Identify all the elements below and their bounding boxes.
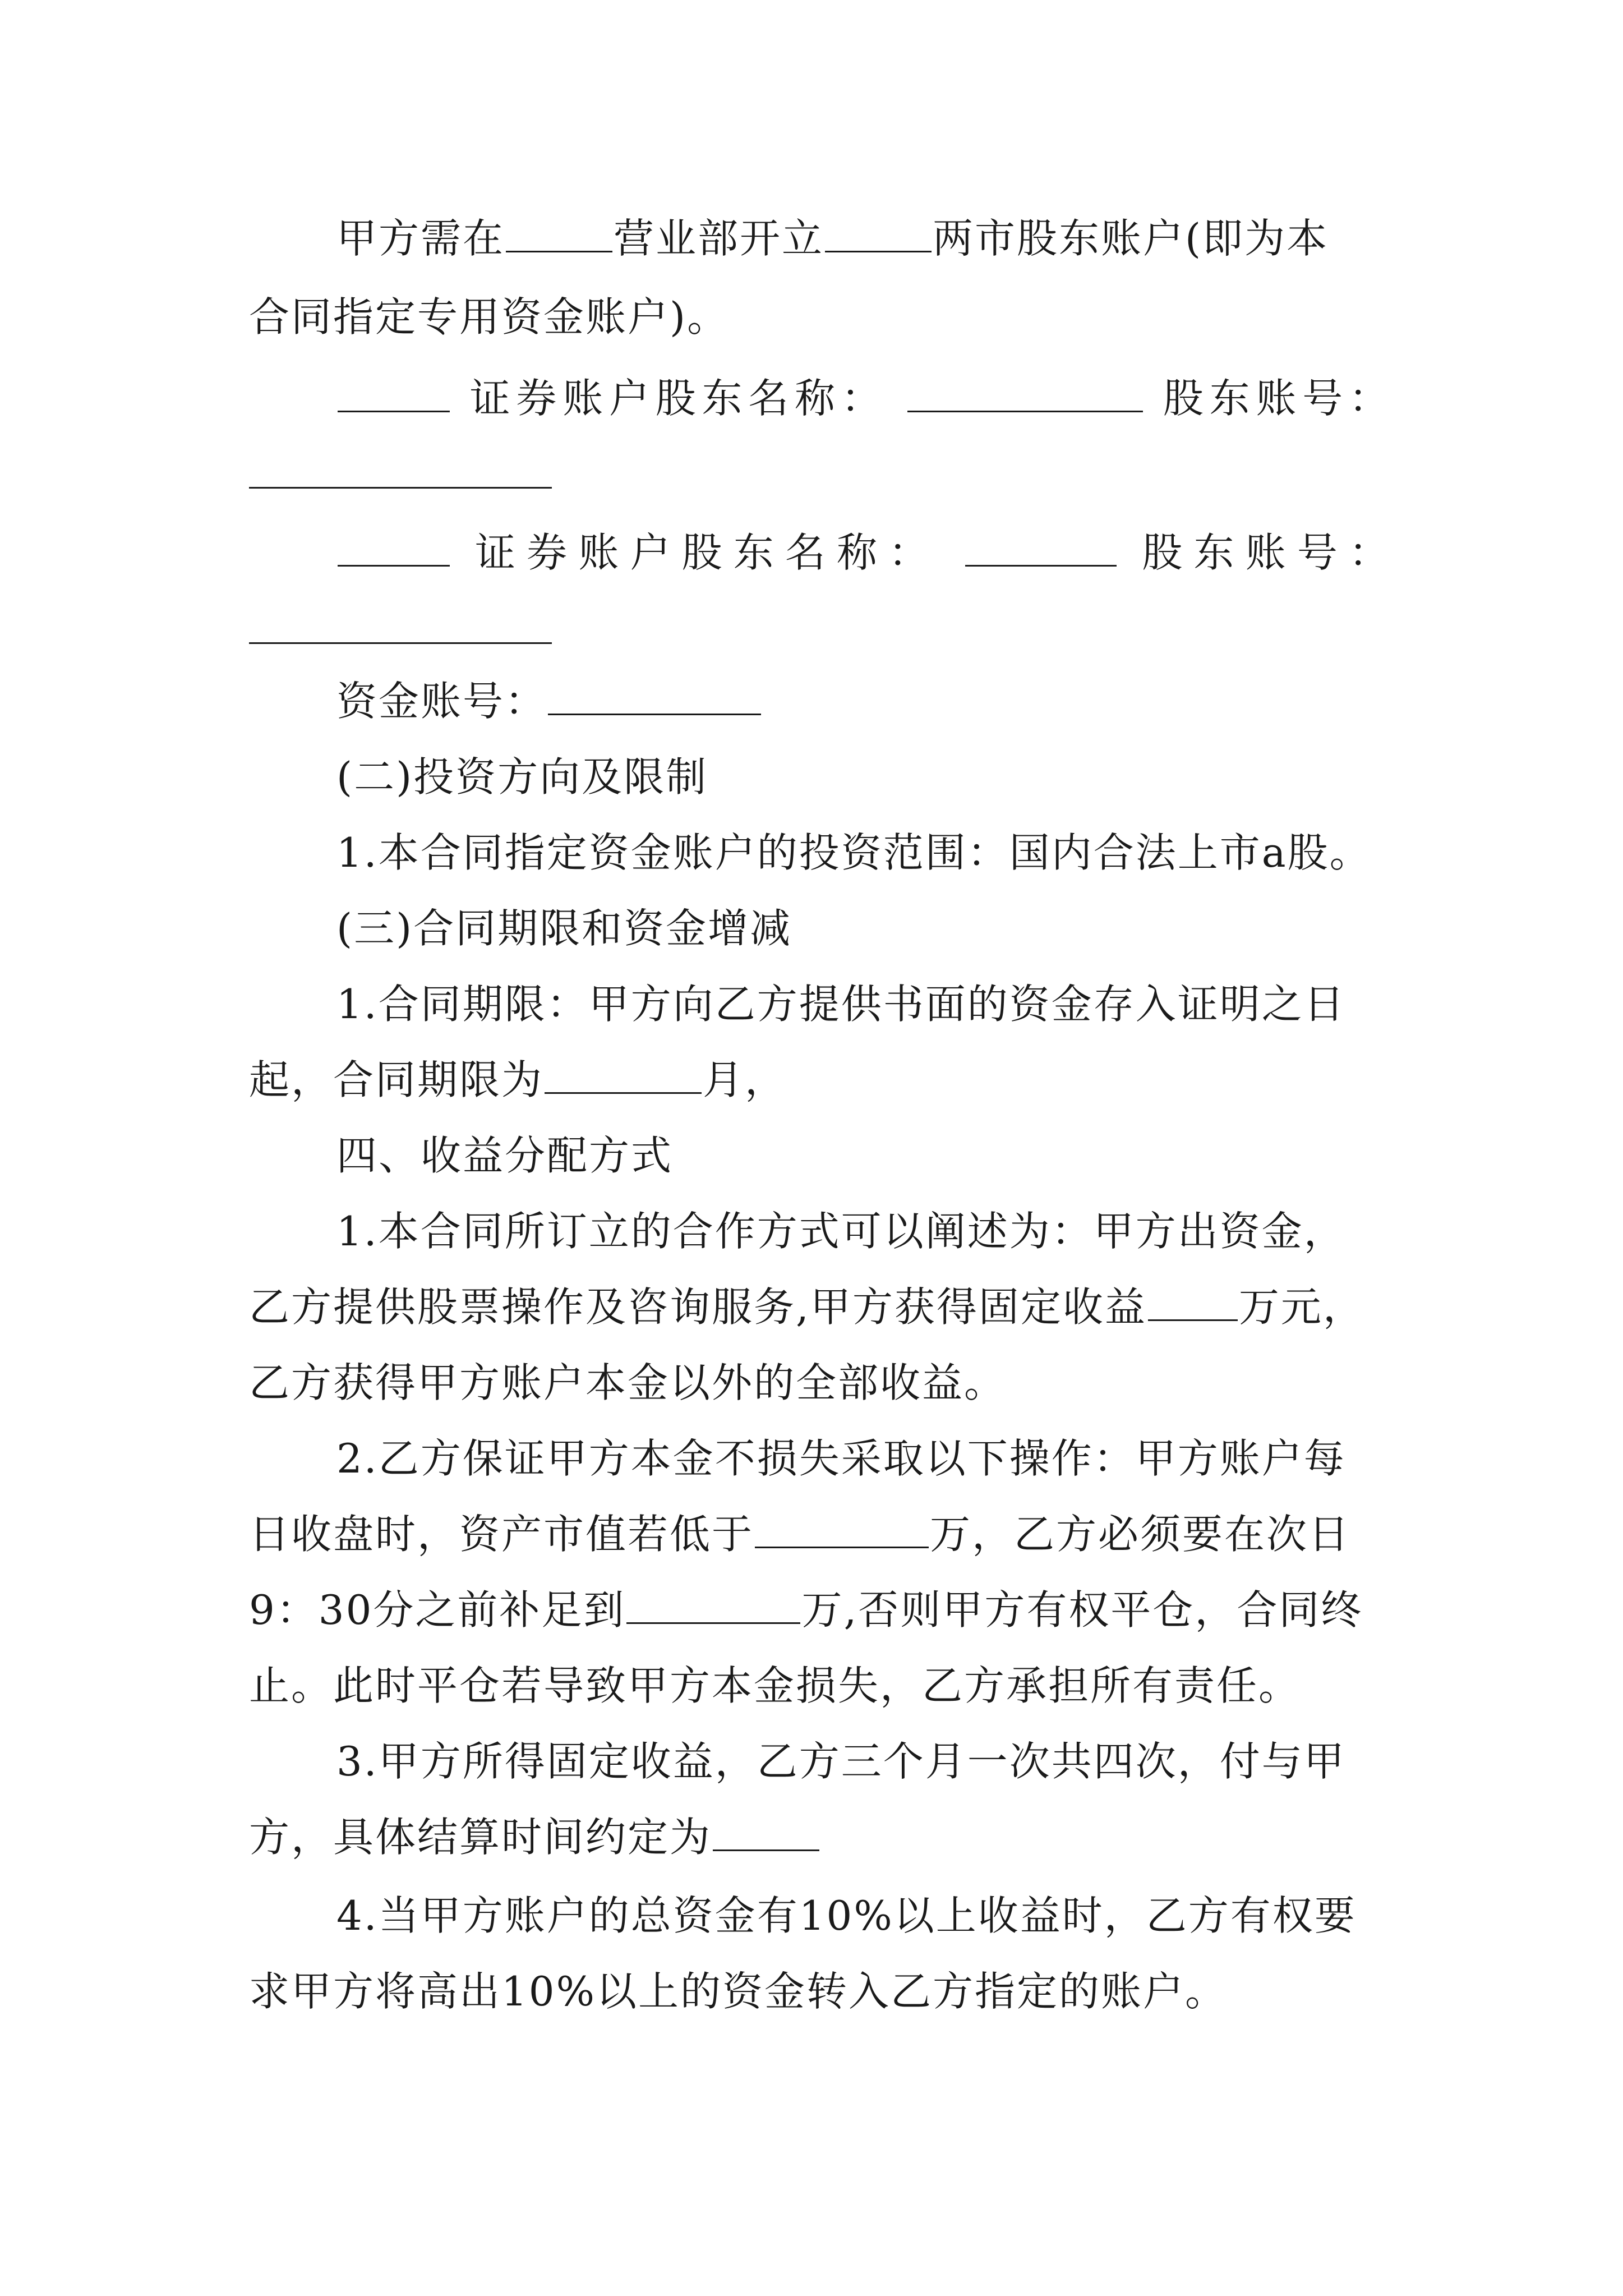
text: 9：30分之前补足到 bbox=[249, 1586, 626, 1634]
fill-blank bbox=[249, 487, 552, 489]
paragraph-line bbox=[249, 1358, 1391, 1408]
text: 万元， bbox=[1238, 1283, 1365, 1331]
text: 1.合同期限：甲方向乙方提供书面的资金存入证明之日 bbox=[336, 981, 1346, 1028]
paragraph-line bbox=[336, 213, 1391, 264]
text: 资金账号： bbox=[336, 678, 547, 725]
fill-blank bbox=[1148, 1286, 1238, 1321]
text: 4.当甲方账户的总资金有10%以上收益时，乙方有权要 bbox=[336, 1892, 1357, 1939]
text: 甲方需在 bbox=[336, 215, 505, 262]
fill-blank bbox=[545, 1059, 702, 1094]
text: 日收盘时，资产市值若低于 bbox=[249, 1511, 754, 1558]
paragraph-line bbox=[336, 979, 1391, 1029]
paragraph-line bbox=[249, 292, 1391, 342]
text: (三)合同期限和资金增减 bbox=[336, 905, 792, 952]
paragraph-line bbox=[249, 1055, 1391, 1105]
paragraph-line bbox=[249, 1660, 1391, 1711]
text: 1.本合同所订立的合作方式可以阐述为：甲方出资金， bbox=[336, 1208, 1346, 1255]
fill-blank bbox=[506, 217, 612, 252]
paragraph-line bbox=[249, 1282, 1391, 1332]
text: 两市股东账户(即为本 bbox=[933, 215, 1329, 262]
text: 止。此时平仓若导致甲方本金损失，乙方承担所有责任。 bbox=[249, 1662, 1301, 1709]
text: 万,否则甲方有权平仓，合同终 bbox=[801, 1586, 1363, 1634]
section-heading bbox=[336, 1130, 1391, 1181]
paragraph-line bbox=[336, 1206, 1391, 1257]
text: 股东账号： bbox=[1142, 529, 1391, 576]
paragraph-line bbox=[336, 1890, 1391, 1941]
paragraph-line bbox=[336, 1433, 1391, 1484]
text: 2.乙方保证甲方本金不损失采取以下操作：甲方账户每 bbox=[336, 1435, 1346, 1482]
text: 营业部开立 bbox=[614, 215, 824, 262]
text: 乙方获得甲方账户本金以外的全部收益。 bbox=[249, 1359, 1007, 1406]
paragraph-line bbox=[249, 1966, 1391, 2017]
fill-blank bbox=[548, 680, 761, 715]
paragraph-line bbox=[336, 827, 1391, 878]
text: 乙方提供股票操作及咨询服务,甲方获得固定收益 bbox=[249, 1283, 1147, 1331]
paragraph-line bbox=[336, 676, 1391, 726]
fill-blank bbox=[249, 642, 552, 644]
paragraph-line bbox=[336, 373, 1391, 424]
fill-blank bbox=[338, 377, 450, 412]
paragraph-line bbox=[249, 1585, 1391, 1635]
fill-blank bbox=[825, 217, 932, 252]
paragraph-line bbox=[249, 1812, 1391, 1862]
paragraph-line bbox=[249, 1509, 1391, 1559]
text: 3.甲方所得固定收益，乙方三个月一次共四次，付与甲 bbox=[336, 1738, 1346, 1785]
fill-blank bbox=[965, 531, 1117, 567]
fill-blank bbox=[907, 377, 1143, 412]
text: 股东账号： bbox=[1163, 375, 1391, 422]
text: 月， bbox=[703, 1056, 787, 1103]
text: 证券账户股东名称： bbox=[469, 375, 888, 422]
fill-blank bbox=[713, 1816, 819, 1851]
text: 起，合同期限为 bbox=[249, 1056, 544, 1103]
paragraph-line bbox=[336, 1736, 1391, 1787]
text: 证券账户股东名称： bbox=[475, 529, 940, 576]
text: 1.本合同指定资金账户的投资范围：国内合法上市a股。 bbox=[336, 829, 1372, 876]
text: 万，乙方必须要在次日 bbox=[930, 1511, 1351, 1558]
fill-blank bbox=[755, 1513, 929, 1548]
paragraph-line bbox=[336, 527, 1391, 578]
text: (二)投资方向及限制 bbox=[336, 753, 708, 800]
text: 四、收益分配方式 bbox=[336, 1132, 674, 1179]
text: 求甲方将高出10%以上的资金转入乙方指定的账户。 bbox=[249, 1968, 1228, 2015]
text: 合同指定专用资金账户)。 bbox=[249, 293, 730, 341]
fill-blank bbox=[338, 531, 450, 567]
text: 方，具体结算时间约定为 bbox=[249, 1814, 712, 1861]
section-heading bbox=[336, 903, 1391, 954]
section-heading bbox=[336, 752, 1391, 802]
fill-blank bbox=[626, 1589, 800, 1624]
